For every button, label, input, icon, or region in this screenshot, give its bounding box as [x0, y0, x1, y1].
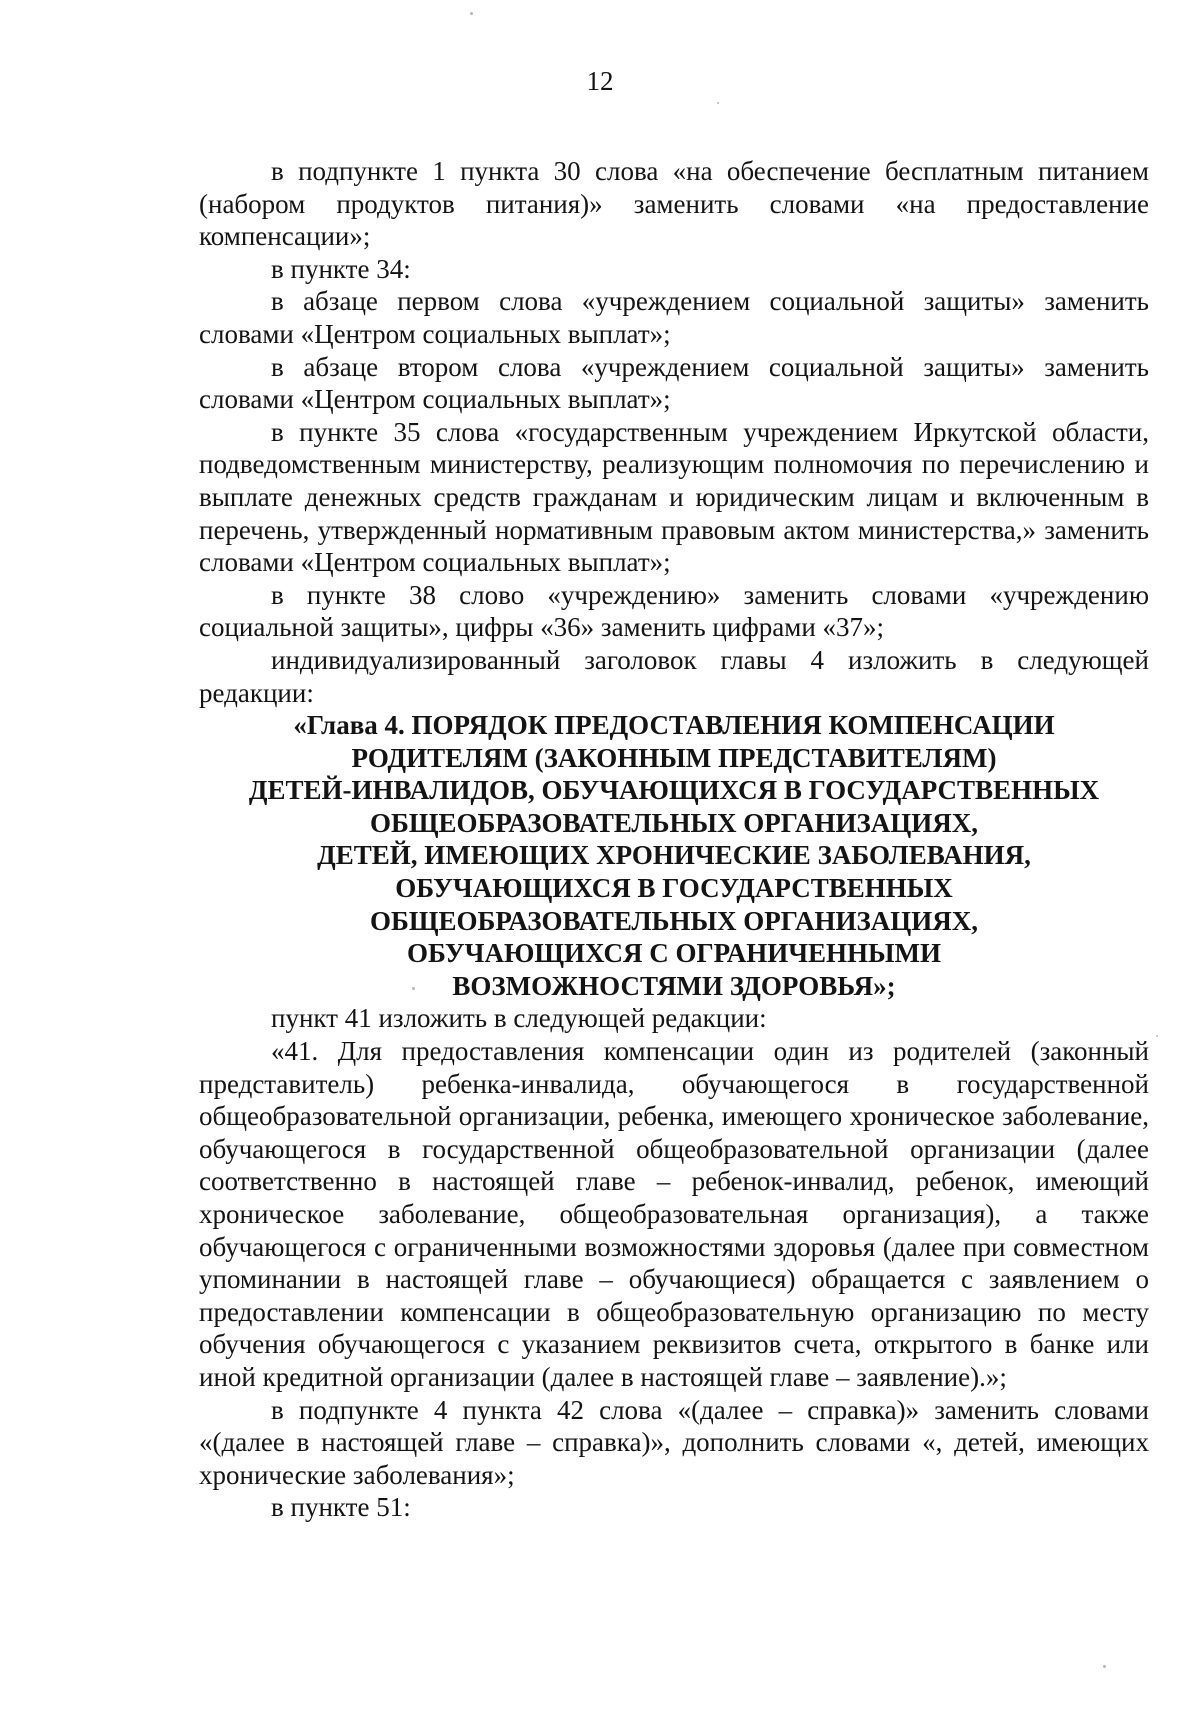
- scan-speck: [1103, 1665, 1106, 1668]
- paragraph-point-35: в пункте 35 слова «государственным учреждением Иркутской области, подведомственным министерству, реализующим полномочия по перечислению и выплате денежных средств гражданам и юридическим лицам и включенным в перечень, утвержденный нормативным правовым актом министерства,» заменить словами «Центром социальных выплат»;: [199, 416, 1149, 578]
- paragraph-point-38: в пункте 38 слово «учреждению» заменить словами «учреждению социальной защиты», цифры «36» заменить цифрами «37»;: [199, 579, 1149, 643]
- paragraph-point-34-second-abzac: в абзаце втором слова «учреждением социальной защиты» заменить словами «Центром социальных выплат»;: [199, 351, 1149, 415]
- paragraph-subpoint-1-point-30: в подпункте 1 пункта 30 слова «на обеспечение бесплатным питанием (набором продуктов питания)» заменить словами «на предоставление компенсации»;: [199, 156, 1149, 252]
- paragraph-point-41-text: «41. Для предоставления компенсации один из родителей (законный представитель) ребенка-инвалида, обучающегося в государственной общеобразовательной организации, ребенка, имеющего хроническое заболевание, обучающегося в государственной общеобразовательной организации (далее соответственно в настоящей главе – ребенок-инвалид, ребенок, имеющий хроническое заболевание, общеобразовательная организация), а также обучающегося с ограниченными возможностями здоровья (далее при совместном упоминании в настоящей главе – обучающиеся) обращается с заявлением о предоставлении компенсации в общеобразовательную организацию по месту обучения обучающегося с указанием реквизитов счета, открытого в банке или иной кредитной организации (далее в настоящей главе – заявление).»;: [199, 1036, 1149, 1392]
- chapter-4-heading: [199, 709, 1149, 1002]
- heading-line: ОБЩЕОБРАЗОВАТЕЛЬНЫХ ОРГАНИЗАЦИЯХ,: [369, 807, 979, 838]
- heading-line: ДЕТЕЙ, ИМЕЮЩИХ ХРОНИЧЕСКИЕ ЗАБОЛЕВАНИЯ,: [317, 840, 1031, 871]
- paragraph-point-41-intro: пункт 41 изложить в следующей редакции:: [271, 1003, 767, 1034]
- heading-line: ОБУЧАЮЩИХСЯ С ОГРАНИЧЕННЫМИ: [406, 938, 942, 969]
- paragraph-chapter-4-title-intro: индивидуализированный заголовок главы 4 изложить в следующей редакции:: [199, 644, 1149, 708]
- scan-speck: [412, 987, 415, 990]
- heading-line: РОДИТЕЛЯМ (ЗАКОННЫМ ПРЕДСТАВИТЕЛЯМ): [351, 742, 997, 773]
- heading-line: ОБУЧАЮЩИХСЯ В ГОСУДАРСТВЕННЫХ: [395, 873, 953, 904]
- paragraph-point-34-first-abzac: в абзаце первом слова «учреждением социальной защиты» заменить словами «Центром социальных выплат»;: [199, 286, 1149, 349]
- scan-speck: [717, 102, 719, 104]
- heading-line: ОБЩЕОБРАЗОВАТЕЛЬНЫХ ОРГАНИЗАЦИЯХ,: [369, 905, 979, 936]
- heading-line: ДЕТЕЙ-ИНВАЛИДОВ, ОБУЧАЮЩИХСЯ В ГОСУДАРСТВЕННЫХ: [248, 775, 1100, 806]
- heading-line: «Глава 4. ПОРЯДОК ПРЕДОСТАВЛЕНИЯ КОМПЕНСАЦИИ: [293, 710, 1055, 741]
- paragraph-point-34: в пункте 34:: [271, 253, 411, 284]
- document-body: [199, 155, 1149, 1524]
- scan-speck: [470, 12, 473, 15]
- paragraph-point-51: в пункте 51:: [271, 1492, 411, 1523]
- heading-line: ВОЗМОЖНОСТЯМИ ЗДОРОВЬЯ»;: [452, 970, 896, 1001]
- paragraph-point-42: в подпункте 4 пункта 42 слова «(далее – справка)» заменить словами «(далее в настоящей главе – справка)», дополнить словами «, детей, имеющих хронические заболевания»;: [199, 1394, 1149, 1490]
- scan-speck: [1156, 1035, 1158, 1037]
- page-number: 12: [586, 66, 614, 96]
